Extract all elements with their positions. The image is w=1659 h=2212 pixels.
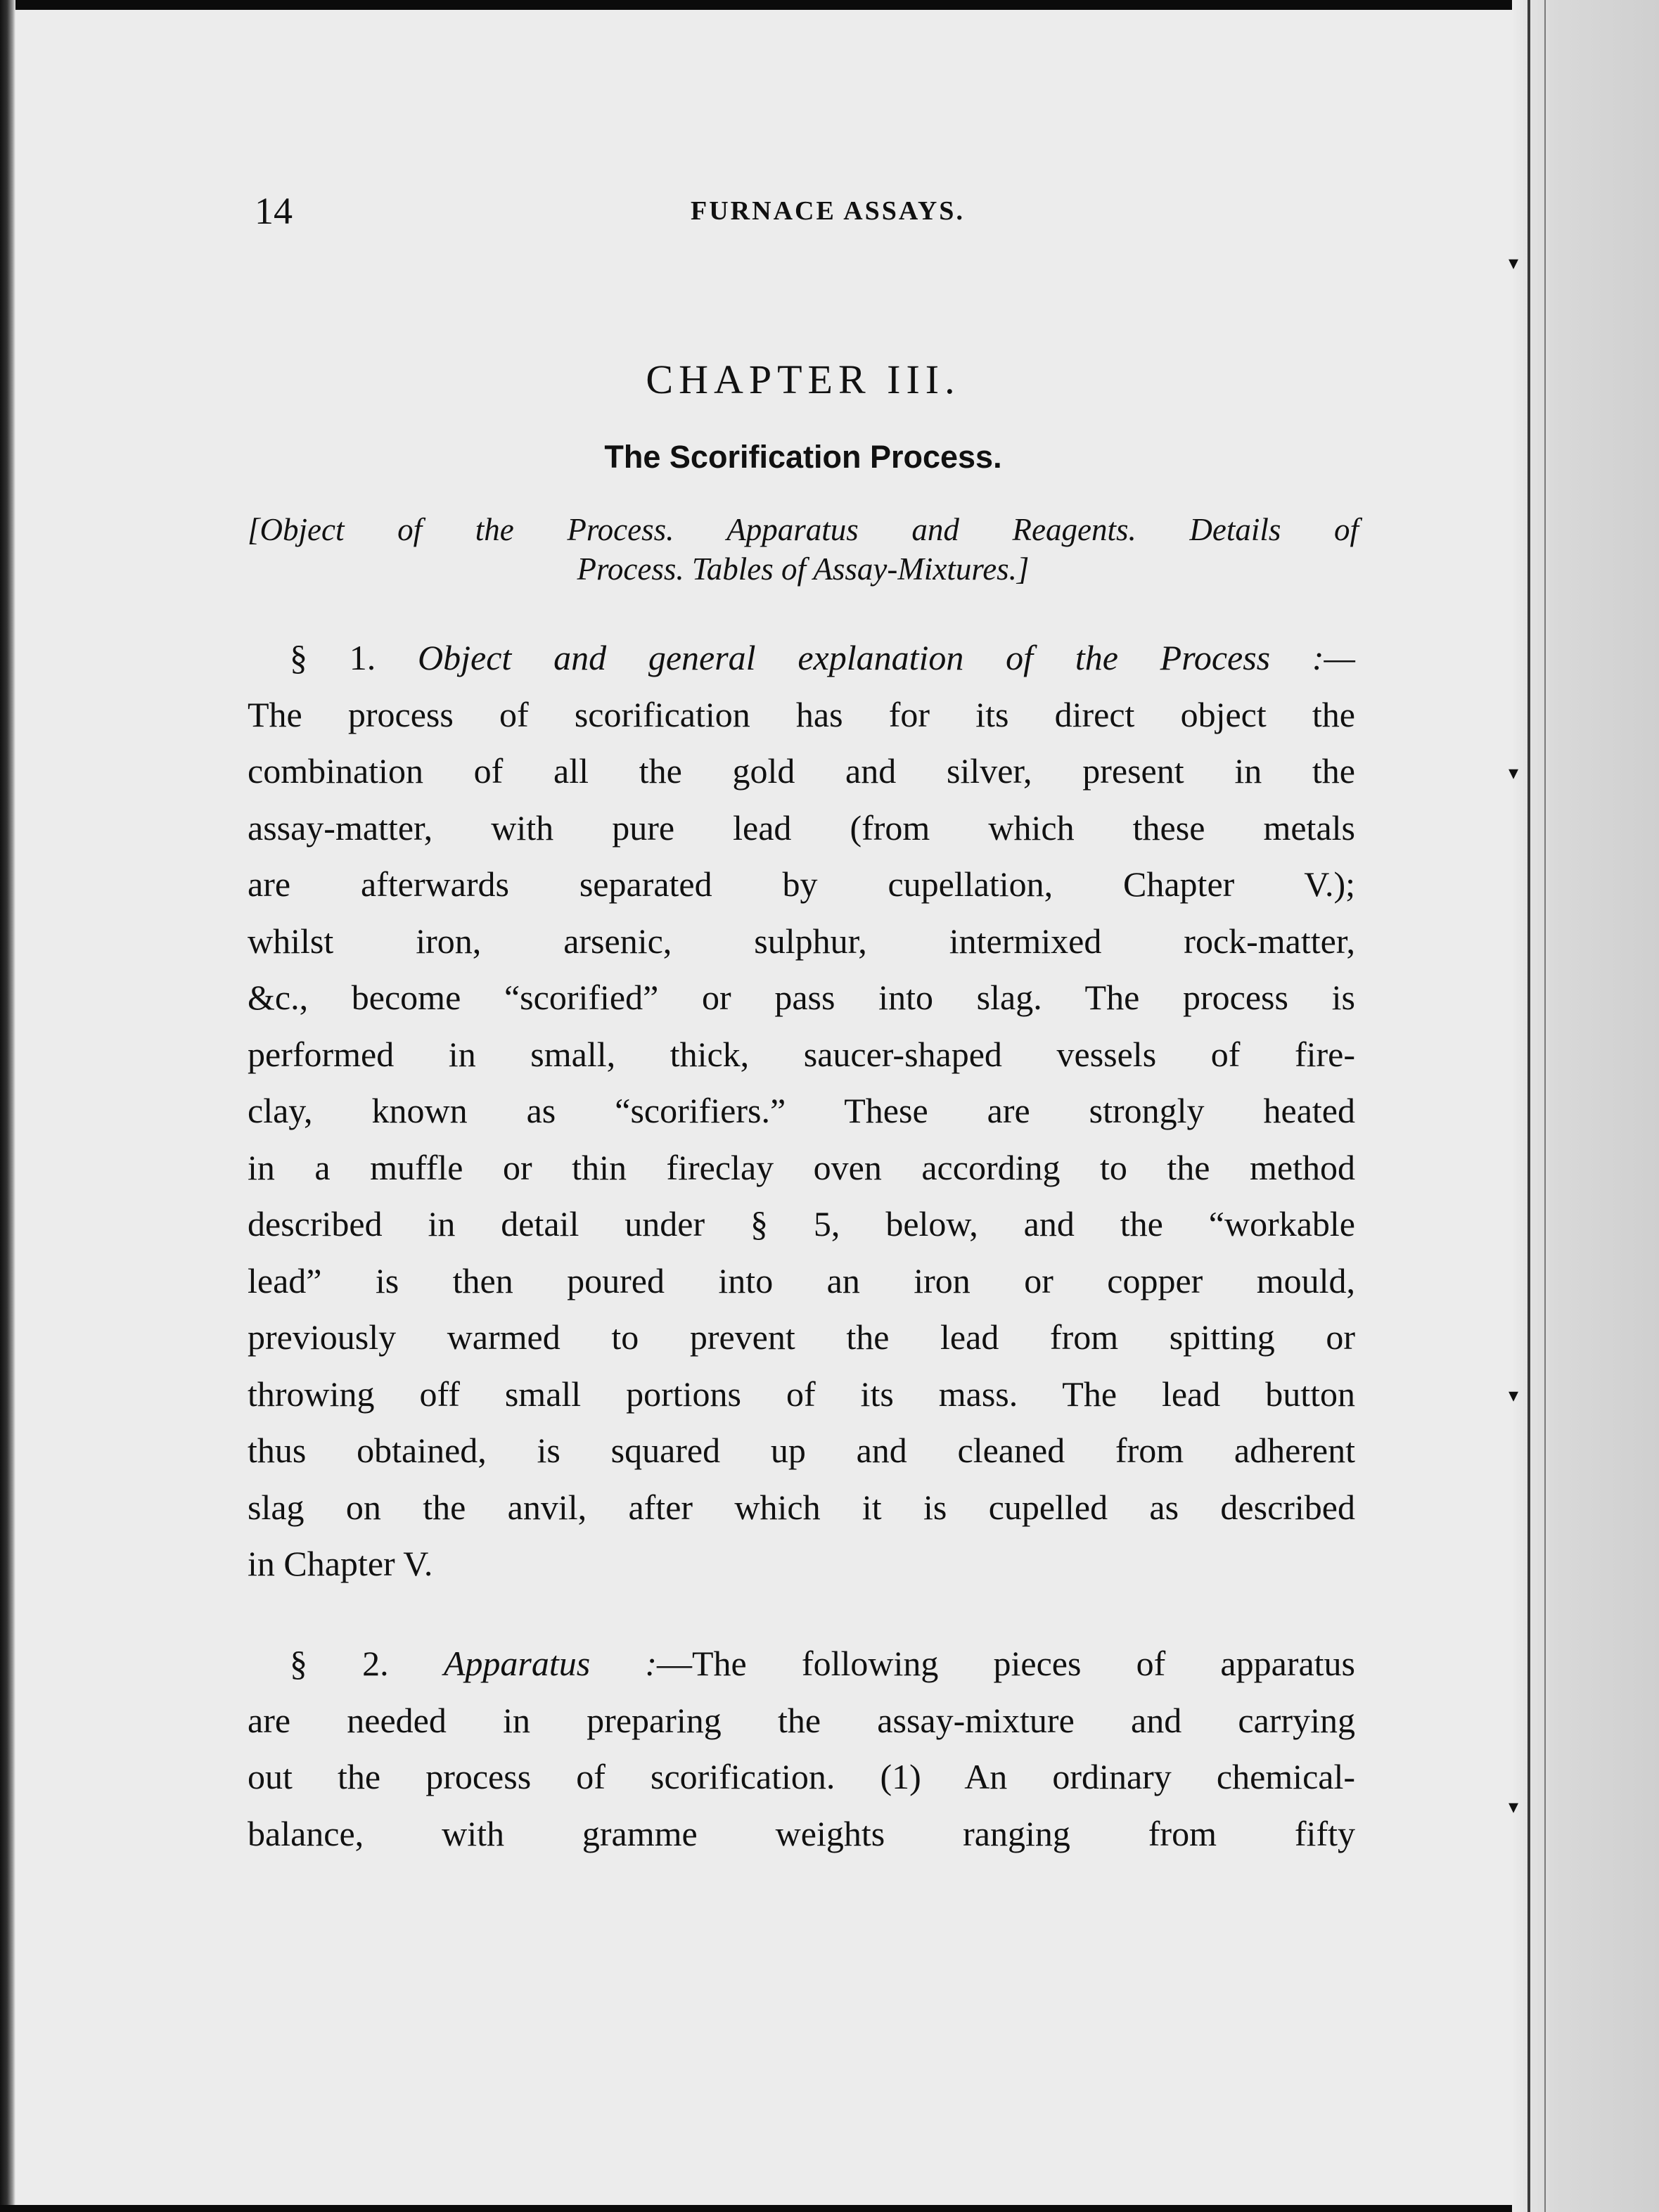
section-2-label: Apparatus : bbox=[443, 1644, 658, 1683]
text-line: assay-matter, with pure lead (from which these metals bbox=[248, 807, 1355, 848]
book-spine-edge bbox=[1527, 0, 1530, 2212]
book-spine-edge-inner bbox=[1544, 0, 1546, 2212]
binding-thread-mark: ▾ bbox=[1509, 252, 1519, 274]
chapter-title: CHAPTER III. bbox=[646, 357, 961, 402]
text-line: clay, known as “scorifiers.” These are strongly heated bbox=[248, 1091, 1355, 1130]
text-line: performed in small, thick, saucer-shaped vessels of fire- bbox=[248, 1034, 1355, 1074]
scan-edge-top bbox=[0, 0, 1659, 10]
section-1-label: Object and general explanation of the Process :— bbox=[418, 638, 1355, 677]
binding-thread-mark: ▾ bbox=[1509, 1385, 1519, 1407]
chapter-subtitle: The Scorification Process. bbox=[604, 439, 1002, 475]
text-line: lead” is then poured into an iron or copper mould, bbox=[248, 1260, 1355, 1300]
text-line: slag on the anvil, after which it is cupelled as described bbox=[248, 1487, 1355, 1527]
section-2-heading bbox=[248, 1635, 1355, 1692]
scan-edge-left bbox=[0, 0, 15, 2212]
page-header bbox=[255, 186, 1352, 236]
text-line: in a muffle or thin fireclay oven according to the method bbox=[248, 1147, 1355, 1187]
book-spine-shadow bbox=[1512, 0, 1659, 2212]
text-line: whilst iron, arsenic, sulphur, intermixed rock-matter, bbox=[248, 921, 1355, 961]
text-line: out the process of scorification. (1) An ordinary chemical- bbox=[248, 1757, 1355, 1796]
text-line: described in detail under § 5, below, and the “workable bbox=[248, 1204, 1355, 1244]
section-2-paragraph bbox=[248, 1635, 1355, 1862]
chapter-synopsis bbox=[248, 510, 1359, 589]
text-line: throwing off small portions of its mass. The lead button bbox=[248, 1374, 1355, 1414]
synopsis-line: Process. Tables of Assay-Mixtures.] bbox=[577, 551, 1030, 587]
text-line: balance, with gramme weights ranging from fifty bbox=[248, 1813, 1355, 1853]
section-1-number: § 1. bbox=[290, 638, 376, 677]
binding-thread-mark: ▾ bbox=[1509, 1796, 1519, 1818]
text-line: thus obtained, is squared up and cleaned from adherent bbox=[248, 1431, 1355, 1470]
text-line: &c., become “scorified” or pass into slag. The process is bbox=[248, 978, 1355, 1017]
section-1-heading bbox=[248, 629, 1355, 686]
text-line: The process of scorification has for its direct object the bbox=[248, 694, 1355, 734]
page-number: 14 bbox=[255, 190, 293, 232]
text-line: previously warmed to prevent the lead from spitting or bbox=[248, 1317, 1355, 1357]
text-line: combination of all the gold and silver, present in the bbox=[248, 751, 1355, 791]
binding-thread-mark: ▾ bbox=[1509, 762, 1519, 784]
section-2-first-line: —The following pieces of apparatus bbox=[657, 1644, 1356, 1683]
section-1-paragraph bbox=[248, 629, 1355, 1592]
scan-edge-bottom bbox=[0, 2205, 1659, 2212]
running-head: FURNACE ASSAYS. bbox=[691, 196, 965, 226]
text-line: in Chapter V. bbox=[248, 1544, 433, 1583]
text-line: are needed in preparing the assay-mixture and carrying bbox=[248, 1700, 1355, 1740]
synopsis-line: [Object of the Process. Apparatus and Reagents. Details of bbox=[248, 512, 1359, 547]
text-line: are afterwards separated by cupellation, Chapter V.); bbox=[248, 864, 1355, 904]
section-2-number: § 2. bbox=[290, 1644, 389, 1683]
